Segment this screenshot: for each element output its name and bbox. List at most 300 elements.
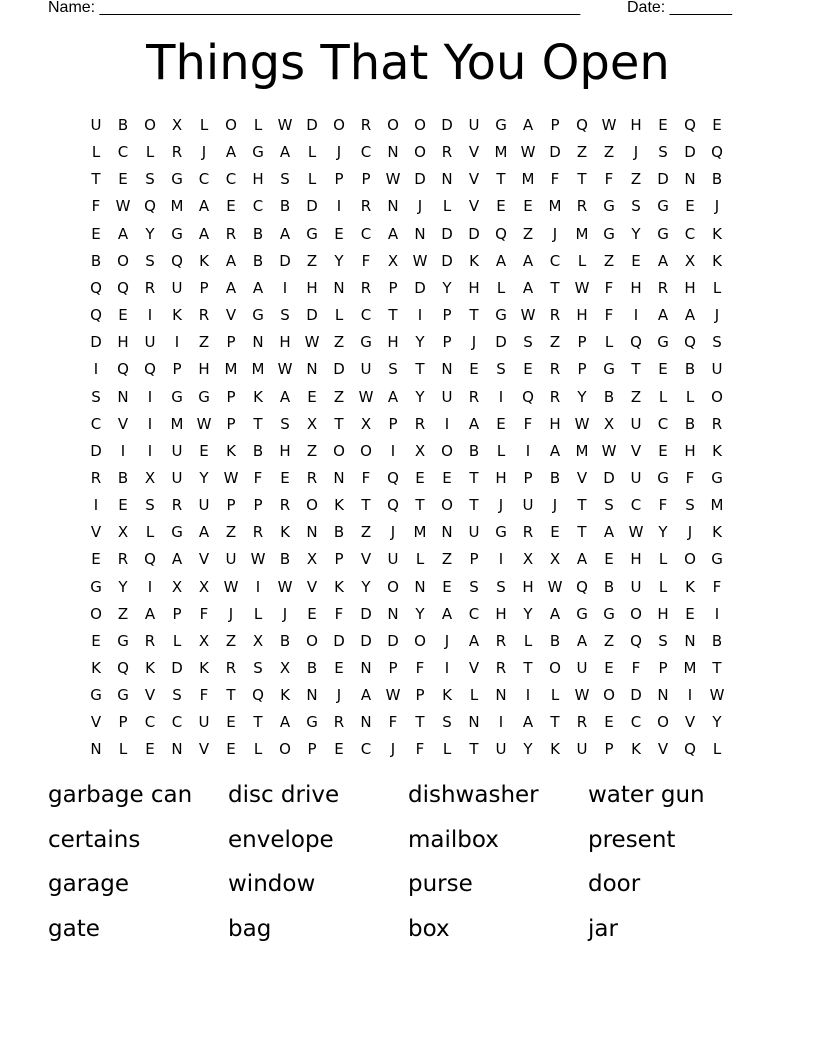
- grid-letter[interactable]: S: [442, 713, 452, 732]
- grid-letter[interactable]: Q: [171, 251, 183, 270]
- grid-letter[interactable]: X: [387, 251, 399, 270]
- grid-letter[interactable]: G: [198, 387, 210, 406]
- grid-letter[interactable]: S: [91, 387, 101, 406]
- grid-letter[interactable]: B: [603, 577, 615, 596]
- grid-letter[interactable]: S: [172, 686, 182, 705]
- grid-letter[interactable]: Q: [117, 659, 129, 677]
- grid-letter[interactable]: P: [253, 496, 263, 515]
- grid-letter[interactable]: T: [415, 496, 425, 515]
- grid-letter[interactable]: D: [441, 224, 453, 243]
- grid-letter[interactable]: A: [198, 224, 210, 243]
- grid-letter[interactable]: I: [444, 414, 450, 433]
- grid-letter[interactable]: O: [684, 550, 696, 569]
- grid-letter[interactable]: V: [468, 170, 480, 189]
- grid-letter[interactable]: T: [253, 713, 263, 732]
- grid-letter[interactable]: G: [90, 577, 102, 596]
- grid-letter[interactable]: Q: [576, 116, 588, 134]
- grid-letter[interactable]: Y: [658, 523, 668, 542]
- grid-letter[interactable]: I: [93, 360, 99, 379]
- grid-letter[interactable]: D: [468, 224, 480, 243]
- grid-letter[interactable]: Y: [631, 224, 641, 243]
- grid-letter[interactable]: S: [145, 251, 155, 270]
- grid-letter[interactable]: U: [495, 740, 507, 759]
- grid-letter[interactable]: W: [385, 686, 401, 705]
- grid-letter[interactable]: S: [280, 306, 290, 325]
- grid-letter[interactable]: Q: [387, 468, 399, 487]
- grid-letter[interactable]: E: [442, 577, 452, 596]
- grid-letter[interactable]: T: [415, 713, 425, 732]
- grid-letter[interactable]: V: [90, 713, 102, 732]
- grid-letter[interactable]: J: [228, 604, 234, 623]
- grid-letter[interactable]: Q: [144, 550, 156, 569]
- grid-letter[interactable]: N: [171, 740, 183, 759]
- grid-letter[interactable]: D: [441, 251, 453, 270]
- grid-letter[interactable]: J: [336, 143, 342, 162]
- grid-letter[interactable]: E: [226, 197, 236, 216]
- grid-letter[interactable]: J: [552, 496, 558, 515]
- grid-letter[interactable]: I: [714, 604, 720, 623]
- grid-letter[interactable]: J: [498, 496, 504, 515]
- grid-letter[interactable]: M: [170, 414, 184, 433]
- grid-letter[interactable]: P: [523, 468, 533, 487]
- grid-letter[interactable]: H: [657, 604, 669, 623]
- grid-letter[interactable]: W: [412, 251, 428, 270]
- grid-letter[interactable]: I: [417, 306, 423, 325]
- grid-letter[interactable]: I: [147, 577, 153, 596]
- grid-letter[interactable]: F: [712, 577, 722, 596]
- grid-letter[interactable]: A: [225, 143, 237, 162]
- grid-letter[interactable]: N: [657, 686, 669, 705]
- grid-letter[interactable]: I: [147, 387, 153, 406]
- grid-letter[interactable]: F: [415, 740, 425, 759]
- grid-letter[interactable]: R: [90, 468, 102, 487]
- grid-letter[interactable]: F: [334, 604, 344, 623]
- grid-letter[interactable]: K: [334, 577, 344, 596]
- grid-letter[interactable]: N: [684, 631, 696, 650]
- grid-letter[interactable]: U: [171, 278, 183, 297]
- grid-letter[interactable]: A: [360, 686, 372, 705]
- grid-letter[interactable]: Z: [225, 523, 237, 542]
- grid-letter[interactable]: U: [387, 550, 399, 569]
- grid-letter[interactable]: P: [199, 278, 209, 297]
- grid-letter[interactable]: Z: [522, 224, 534, 243]
- grid-letter[interactable]: R: [549, 387, 561, 406]
- grid-letter[interactable]: L: [712, 278, 722, 297]
- grid-letter[interactable]: R: [144, 278, 156, 297]
- grid-letter[interactable]: E: [307, 387, 317, 406]
- grid-letter[interactable]: Z: [306, 251, 318, 270]
- grid-letter[interactable]: V: [306, 577, 318, 596]
- grid-letter[interactable]: L: [199, 116, 209, 134]
- grid-letter[interactable]: B: [252, 224, 264, 243]
- grid-letter[interactable]: L: [712, 740, 722, 759]
- grid-letter[interactable]: C: [630, 713, 642, 732]
- grid-letter[interactable]: D: [684, 143, 696, 162]
- grid-letter[interactable]: U: [711, 360, 723, 379]
- grid-letter[interactable]: M: [251, 360, 265, 379]
- grid-letter[interactable]: E: [685, 604, 695, 623]
- grid-letter[interactable]: R: [306, 468, 318, 487]
- grid-letter[interactable]: Y: [523, 740, 533, 759]
- grid-letter[interactable]: I: [498, 387, 504, 406]
- grid-letter[interactable]: X: [198, 631, 210, 650]
- grid-letter[interactable]: T: [496, 170, 506, 189]
- grid-letter[interactable]: Y: [577, 387, 587, 406]
- grid-letter[interactable]: W: [574, 278, 590, 297]
- grid-letter[interactable]: G: [171, 523, 183, 542]
- grid-letter[interactable]: Q: [630, 631, 642, 650]
- grid-letter[interactable]: M: [521, 170, 535, 189]
- grid-letter[interactable]: N: [306, 686, 318, 705]
- grid-letter[interactable]: O: [306, 496, 318, 515]
- grid-letter[interactable]: Y: [118, 577, 128, 596]
- grid-letter[interactable]: V: [630, 441, 642, 460]
- grid-letter[interactable]: A: [522, 116, 534, 134]
- grid-letter[interactable]: G: [252, 143, 264, 162]
- grid-letter[interactable]: J: [336, 686, 342, 705]
- grid-letter[interactable]: W: [277, 577, 293, 596]
- grid-letter[interactable]: B: [684, 360, 696, 379]
- grid-letter[interactable]: Y: [361, 577, 371, 596]
- grid-letter[interactable]: Z: [225, 631, 237, 650]
- grid-letter[interactable]: Y: [199, 468, 209, 487]
- grid-letter[interactable]: P: [226, 333, 236, 352]
- grid-letter[interactable]: O: [306, 631, 318, 650]
- grid-letter[interactable]: W: [520, 306, 536, 325]
- grid-letter[interactable]: B: [279, 631, 291, 650]
- grid-letter[interactable]: O: [279, 740, 291, 759]
- grid-letter[interactable]: T: [523, 659, 533, 677]
- grid-letter[interactable]: F: [604, 306, 614, 325]
- grid-letter[interactable]: X: [171, 577, 183, 596]
- grid-letter[interactable]: Q: [495, 224, 507, 243]
- grid-letter[interactable]: G: [657, 224, 669, 243]
- grid-letter[interactable]: H: [495, 468, 507, 487]
- grid-letter[interactable]: V: [225, 306, 237, 325]
- grid-letter[interactable]: E: [280, 468, 290, 487]
- grid-letter[interactable]: Z: [630, 170, 642, 189]
- grid-letter[interactable]: Q: [252, 686, 264, 705]
- grid-letter[interactable]: L: [118, 740, 128, 759]
- grid-letter[interactable]: E: [631, 251, 641, 270]
- grid-letter[interactable]: E: [469, 360, 479, 379]
- grid-letter[interactable]: G: [117, 631, 129, 650]
- grid-letter[interactable]: T: [469, 306, 479, 325]
- grid-letter[interactable]: I: [444, 659, 450, 677]
- grid-letter[interactable]: G: [603, 224, 615, 243]
- grid-letter[interactable]: E: [226, 740, 236, 759]
- grid-letter[interactable]: A: [603, 523, 615, 542]
- grid-letter[interactable]: A: [279, 387, 291, 406]
- grid-letter[interactable]: L: [172, 631, 182, 650]
- grid-letter[interactable]: G: [306, 224, 318, 243]
- grid-letter[interactable]: G: [495, 306, 507, 325]
- grid-letter[interactable]: W: [547, 577, 563, 596]
- grid-letter[interactable]: Q: [630, 333, 642, 352]
- grid-letter[interactable]: K: [199, 251, 209, 270]
- grid-letter[interactable]: D: [495, 333, 507, 352]
- grid-letter[interactable]: N: [414, 224, 426, 243]
- grid-letter[interactable]: R: [414, 414, 426, 433]
- grid-letter[interactable]: Q: [711, 143, 723, 162]
- grid-letter[interactable]: L: [523, 631, 533, 650]
- grid-letter[interactable]: I: [336, 197, 342, 216]
- grid-letter[interactable]: O: [360, 441, 372, 460]
- grid-letter[interactable]: F: [631, 659, 641, 677]
- grid-letter[interactable]: D: [171, 659, 183, 677]
- grid-letter[interactable]: J: [633, 143, 639, 162]
- grid-letter[interactable]: T: [577, 496, 587, 515]
- grid-letter[interactable]: O: [603, 686, 615, 705]
- grid-letter[interactable]: E: [604, 659, 614, 677]
- grid-letter[interactable]: L: [415, 550, 425, 569]
- grid-letter[interactable]: Y: [712, 713, 722, 732]
- grid-letter[interactable]: C: [630, 496, 642, 515]
- grid-letter[interactable]: E: [604, 550, 614, 569]
- grid-letter[interactable]: L: [253, 604, 263, 623]
- grid-letter[interactable]: K: [469, 251, 479, 270]
- grid-letter[interactable]: L: [253, 740, 263, 759]
- grid-letter[interactable]: L: [91, 143, 101, 162]
- grid-letter[interactable]: F: [388, 713, 398, 732]
- grid-letter[interactable]: Y: [415, 333, 425, 352]
- grid-letter[interactable]: O: [387, 116, 399, 134]
- grid-letter[interactable]: Z: [333, 333, 345, 352]
- grid-letter[interactable]: A: [198, 523, 210, 542]
- grid-letter[interactable]: W: [277, 116, 293, 134]
- grid-letter[interactable]: F: [523, 414, 533, 433]
- grid-letter[interactable]: E: [496, 197, 506, 216]
- grid-letter[interactable]: O: [90, 604, 102, 623]
- grid-letter[interactable]: H: [252, 170, 264, 189]
- grid-letter[interactable]: T: [226, 686, 236, 705]
- grid-letter[interactable]: E: [523, 360, 533, 379]
- grid-letter[interactable]: V: [576, 468, 588, 487]
- grid-letter[interactable]: Q: [522, 387, 534, 406]
- grid-letter[interactable]: X: [144, 468, 156, 487]
- grid-letter[interactable]: K: [550, 740, 560, 759]
- grid-letter[interactable]: B: [252, 441, 264, 460]
- grid-letter[interactable]: O: [414, 116, 426, 134]
- grid-letter[interactable]: B: [279, 197, 291, 216]
- grid-letter[interactable]: X: [279, 659, 291, 677]
- grid-letter[interactable]: A: [522, 251, 534, 270]
- grid-letter[interactable]: C: [657, 414, 669, 433]
- grid-letter[interactable]: S: [685, 496, 695, 515]
- grid-letter[interactable]: D: [306, 116, 318, 134]
- grid-letter[interactable]: B: [711, 170, 723, 189]
- grid-letter[interactable]: D: [603, 468, 615, 487]
- grid-letter[interactable]: F: [658, 496, 668, 515]
- grid-letter[interactable]: E: [91, 224, 101, 243]
- grid-letter[interactable]: V: [468, 659, 480, 677]
- grid-letter[interactable]: D: [90, 333, 102, 352]
- grid-letter[interactable]: R: [144, 631, 156, 650]
- grid-letter[interactable]: H: [117, 333, 129, 352]
- grid-letter[interactable]: X: [171, 116, 183, 134]
- grid-letter[interactable]: Q: [576, 577, 588, 596]
- grid-letter[interactable]: D: [387, 631, 399, 650]
- grid-letter[interactable]: O: [333, 116, 345, 134]
- grid-letter[interactable]: E: [226, 713, 236, 732]
- grid-letter[interactable]: K: [712, 523, 722, 542]
- grid-letter[interactable]: R: [117, 550, 129, 569]
- grid-letter[interactable]: U: [522, 496, 534, 515]
- grid-letter[interactable]: O: [414, 143, 426, 162]
- grid-letter[interactable]: U: [630, 577, 642, 596]
- grid-letter[interactable]: I: [147, 306, 153, 325]
- grid-letter[interactable]: I: [147, 414, 153, 433]
- grid-letter[interactable]: H: [306, 278, 318, 297]
- grid-letter[interactable]: Q: [684, 333, 696, 352]
- grid-letter[interactable]: C: [117, 143, 129, 162]
- grid-letter[interactable]: H: [630, 550, 642, 569]
- grid-letter[interactable]: W: [223, 577, 239, 596]
- grid-letter[interactable]: O: [387, 577, 399, 596]
- grid-letter[interactable]: H: [630, 116, 642, 134]
- grid-letter[interactable]: Z: [630, 387, 642, 406]
- grid-letter[interactable]: L: [577, 251, 587, 270]
- grid-letter[interactable]: X: [306, 414, 318, 433]
- grid-letter[interactable]: K: [712, 251, 722, 270]
- grid-letter[interactable]: V: [468, 197, 480, 216]
- grid-letter[interactable]: U: [225, 550, 237, 569]
- grid-letter[interactable]: W: [709, 686, 725, 705]
- grid-letter[interactable]: F: [199, 604, 209, 623]
- grid-letter[interactable]: W: [196, 414, 212, 433]
- grid-letter[interactable]: L: [550, 686, 560, 705]
- grid-letter[interactable]: N: [684, 170, 696, 189]
- grid-letter[interactable]: Q: [387, 496, 399, 515]
- grid-letter[interactable]: U: [630, 414, 642, 433]
- grid-letter[interactable]: B: [684, 414, 696, 433]
- grid-letter[interactable]: F: [199, 686, 209, 705]
- grid-letter[interactable]: S: [604, 496, 614, 515]
- grid-letter[interactable]: Z: [603, 631, 615, 650]
- grid-letter[interactable]: E: [118, 496, 128, 515]
- grid-letter[interactable]: Z: [576, 143, 588, 162]
- grid-letter[interactable]: L: [658, 577, 668, 596]
- grid-letter[interactable]: X: [360, 414, 372, 433]
- grid-letter[interactable]: T: [631, 360, 641, 379]
- grid-letter[interactable]: A: [279, 224, 291, 243]
- grid-letter[interactable]: N: [117, 387, 129, 406]
- grid-letter[interactable]: U: [441, 387, 453, 406]
- grid-letter[interactable]: H: [279, 441, 291, 460]
- name-field[interactable]: Name: ______________________________________________________: [48, 0, 581, 16]
- grid-letter[interactable]: U: [198, 713, 210, 732]
- grid-letter[interactable]: J: [687, 523, 693, 542]
- grid-letter[interactable]: G: [171, 387, 183, 406]
- grid-letter[interactable]: E: [334, 659, 344, 677]
- grid-letter[interactable]: S: [712, 333, 722, 352]
- grid-letter[interactable]: A: [468, 414, 480, 433]
- grid-letter[interactable]: E: [658, 360, 668, 379]
- grid-letter[interactable]: B: [90, 251, 102, 270]
- grid-letter[interactable]: B: [549, 468, 561, 487]
- grid-letter[interactable]: K: [712, 224, 722, 243]
- grid-letter[interactable]: O: [225, 116, 237, 134]
- grid-letter[interactable]: U: [171, 441, 183, 460]
- grid-letter[interactable]: X: [306, 550, 318, 569]
- grid-letter[interactable]: X: [198, 577, 210, 596]
- grid-letter[interactable]: K: [172, 306, 182, 325]
- grid-letter[interactable]: G: [495, 523, 507, 542]
- grid-letter[interactable]: R: [360, 197, 372, 216]
- grid-letter[interactable]: I: [687, 686, 693, 705]
- grid-letter[interactable]: M: [413, 523, 427, 542]
- grid-letter[interactable]: F: [253, 468, 263, 487]
- grid-letter[interactable]: R: [495, 659, 507, 677]
- grid-letter[interactable]: P: [415, 686, 425, 705]
- grid-letter[interactable]: P: [577, 333, 587, 352]
- grid-letter[interactable]: H: [495, 604, 507, 623]
- grid-letter[interactable]: Z: [603, 251, 615, 270]
- grid-letter[interactable]: T: [550, 278, 560, 297]
- grid-letter[interactable]: V: [144, 686, 156, 705]
- grid-letter[interactable]: Z: [441, 550, 453, 569]
- grid-letter[interactable]: A: [549, 604, 561, 623]
- grid-letter[interactable]: G: [657, 333, 669, 352]
- grid-letter[interactable]: L: [145, 523, 155, 542]
- grid-letter[interactable]: Y: [415, 387, 425, 406]
- grid-letter[interactable]: B: [711, 631, 723, 650]
- grid-letter[interactable]: R: [468, 387, 480, 406]
- grid-letter[interactable]: E: [496, 414, 506, 433]
- grid-letter[interactable]: C: [252, 197, 264, 216]
- grid-letter[interactable]: N: [441, 170, 453, 189]
- grid-letter[interactable]: G: [603, 604, 615, 623]
- grid-letter[interactable]: G: [171, 170, 183, 189]
- grid-letter[interactable]: J: [444, 631, 450, 650]
- grid-letter[interactable]: Z: [117, 604, 129, 623]
- grid-letter[interactable]: N: [495, 686, 507, 705]
- grid-letter[interactable]: C: [360, 224, 372, 243]
- grid-letter[interactable]: T: [577, 523, 587, 542]
- grid-letter[interactable]: R: [279, 496, 291, 515]
- grid-letter[interactable]: N: [360, 659, 372, 677]
- grid-letter[interactable]: G: [711, 468, 723, 487]
- grid-letter[interactable]: X: [684, 251, 696, 270]
- grid-letter[interactable]: E: [415, 468, 425, 487]
- grid-letter[interactable]: T: [334, 414, 344, 433]
- grid-letter[interactable]: W: [628, 523, 644, 542]
- grid-letter[interactable]: S: [496, 360, 506, 379]
- grid-letter[interactable]: A: [144, 604, 156, 623]
- grid-letter[interactable]: F: [361, 251, 371, 270]
- grid-letter[interactable]: P: [334, 170, 344, 189]
- grid-letter[interactable]: P: [442, 306, 452, 325]
- grid-letter[interactable]: P: [361, 170, 371, 189]
- grid-letter[interactable]: Q: [90, 306, 102, 325]
- grid-letter[interactable]: V: [468, 143, 480, 162]
- grid-letter[interactable]: N: [252, 333, 264, 352]
- grid-letter[interactable]: B: [306, 659, 318, 677]
- grid-letter[interactable]: R: [441, 143, 453, 162]
- grid-letter[interactable]: E: [307, 604, 317, 623]
- grid-letter[interactable]: N: [387, 143, 399, 162]
- grid-letter[interactable]: N: [441, 360, 453, 379]
- grid-letter[interactable]: A: [576, 550, 588, 569]
- grid-letter[interactable]: K: [685, 577, 695, 596]
- grid-letter[interactable]: S: [280, 170, 290, 189]
- grid-letter[interactable]: O: [414, 631, 426, 650]
- grid-letter[interactable]: H: [522, 577, 534, 596]
- grid-letter[interactable]: R: [522, 523, 534, 542]
- grid-letter[interactable]: Z: [549, 333, 561, 352]
- grid-letter[interactable]: D: [333, 360, 345, 379]
- grid-letter[interactable]: T: [550, 713, 560, 732]
